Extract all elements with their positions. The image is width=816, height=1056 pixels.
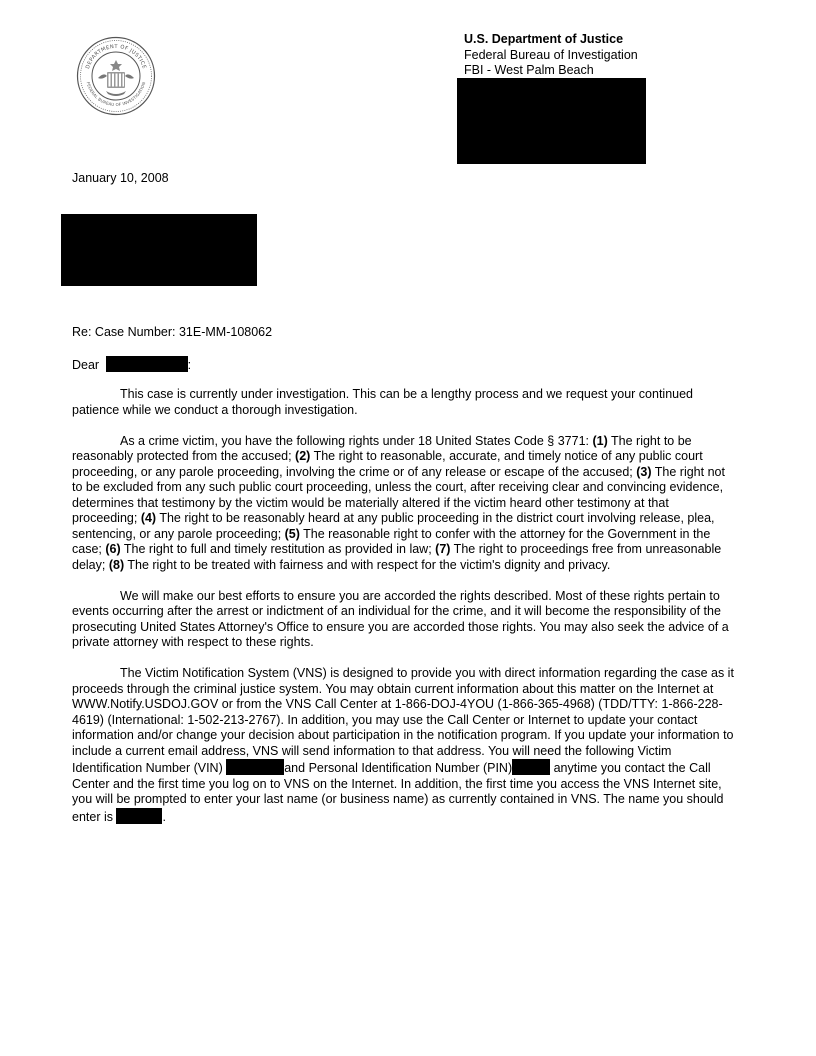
salutation-colon: :	[187, 358, 192, 372]
right-2-number: (2)	[295, 449, 311, 463]
paragraph-investigation: This case is currently under investigation. This can be a lengthy process and we request your continued patience while we conduct a thorough investigation.	[72, 387, 694, 417]
department-name: U.S. Department of Justice	[464, 32, 624, 46]
redacted-last-name	[116, 808, 162, 824]
bureau-name: Federal Bureau of Investigation	[464, 47, 638, 62]
redacted-pin	[512, 759, 550, 775]
right-8-number: (8)	[108, 557, 125, 572]
right-3-text: The right not to be excluded from any such public court proceeding, unless the court, after receiving clear and convincing evidence, determines that testimony by the victim would be materially altered if the victim heard other testimony at that proceeding;	[72, 464, 725, 525]
office-name: FBI - West Palm Beach	[464, 63, 594, 77]
letter-body	[72, 387, 736, 841]
redacted-recipient-name	[106, 356, 188, 372]
redacted-vin	[226, 759, 284, 775]
paragraph-victim-rights	[72, 434, 736, 574]
vns-text-b: and Personal Identification Number (PIN)	[284, 761, 513, 775]
vns-text-c: anytime you contact the Call Center and the first time you log on to VNS on the Internet. In addition, the first time you access the VNS Internet site, you will be prompted to enter your last name (or business name) as currently contained in VNS. The name you should enter is	[72, 761, 724, 824]
right-7-text: The right to proceedings free from unreasonable delay;	[72, 542, 722, 572]
vns-text-a: The Victim Notification System (VNS) is designed to provide you with direct information regarding the case as it proceeds through the criminal justice system. You may obtain current information about this matter on the Internet at WWW.Notify.USDOJ.GOV or from the VNS Call Center at 1-866-DOJ-4YOU (1-866-365-4968) (TDD/TTY: 1-866-228-4619) (International: 1-502-213-2767). In addition, you may use the Call Center or Internet to update your contact information and/or change your decision about participation in the notification program. If you update your information to include a current email address, VNS will send information to that address. You will need the following Victim Identification Number (VIN)	[72, 666, 734, 775]
right-6-number: (6)	[105, 542, 121, 556]
right-5-number: (5)	[284, 526, 300, 541]
right-5-text: The reasonable right to confer with the attorney for the Government in the case;	[72, 526, 711, 556]
right-1-number: (1)	[592, 433, 608, 448]
rights-intro: As a crime victim, you have the following rights under 18 United States Code § 3771:	[120, 433, 593, 448]
right-2-text: The right to reasonable, accurate, and timely notice of any public court proceeding, or any parole proceeding, involving the crime or of any release or escape of the accused;	[72, 449, 703, 479]
salutation	[72, 356, 191, 372]
right-6-text: The right to full and timely restitution as provided in law;	[120, 542, 436, 556]
fbi-seal-icon	[76, 36, 156, 116]
salutation-word: Dear	[72, 358, 100, 372]
right-8-text: The right to be treated with fairness and with respect for the victim's dignity and privacy.	[124, 557, 611, 572]
vns-text-d: .	[162, 809, 166, 824]
right-7-number: (7)	[435, 542, 451, 556]
redacted-recipient-address	[61, 214, 257, 286]
svg-text:FEDERAL BUREAU OF INVESTIGATIO: FEDERAL BUREAU OF INVESTIGATION	[85, 81, 147, 108]
letterhead	[464, 32, 638, 79]
redacted-office-address	[457, 78, 646, 164]
svg-text:DEPARTMENT OF JUSTICE: DEPARTMENT OF JUSTICE	[84, 43, 148, 70]
right-1-text: The right to be reasonably protected from the accused;	[72, 433, 692, 463]
paragraph-best-efforts: We will make our best efforts to ensure you are accorded the rights described. Most of these rights pertain to events occurring after the arrest or indictment of an individual for the crime, and it will become the responsibility of the prosecuting United States Attorney's Office to ensure you are accorded those rights. You may also seek the advice of a private attorney with respect to these rights.	[72, 588, 729, 649]
right-4-number: (4)	[140, 511, 157, 525]
case-number-line: Re: Case Number: 31E-MM-108062	[72, 325, 273, 339]
letter-date: January 10, 2008	[72, 171, 169, 185]
right-4-text: The right to be reasonably heard at any public proceeding in the district court involving release, plea, sentencing, or any parole proceeding;	[72, 511, 715, 541]
right-3-number: (3)	[636, 464, 652, 479]
paragraph-vns	[72, 666, 736, 825]
